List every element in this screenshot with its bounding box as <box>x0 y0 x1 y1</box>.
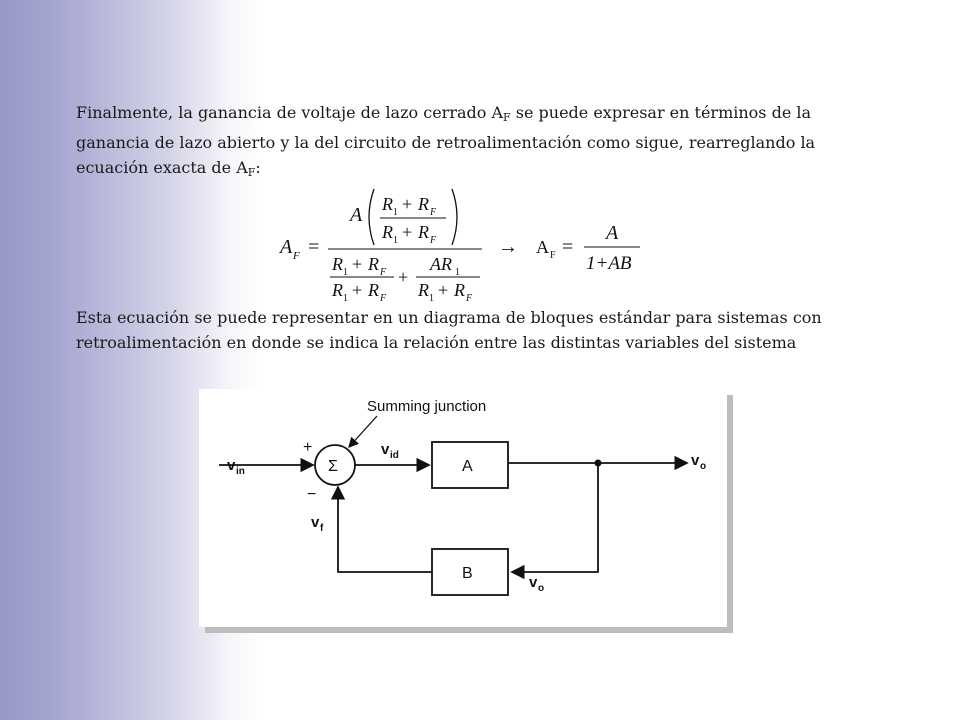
eq-den-r1-sub: 1 <box>393 235 398 246</box>
eq-lhs-a: A <box>280 236 293 258</box>
eq-d1-r1-sub: 1 <box>343 267 348 278</box>
eq-d2b-r1-sub: 1 <box>429 293 434 303</box>
plus-sign: + <box>303 439 313 456</box>
eq-d2-ar1-sub: 1 <box>455 267 460 278</box>
diagram-intro-paragraph: Esta ecuación se puede representar en un diagrama de bloques estándar para sistemas con retroalimentación en donde se indica la relación entre las distintas variables del sistema <box>76 308 822 352</box>
eq-right-paren <box>452 189 457 245</box>
summing-junction-label: Summing junction <box>367 398 487 415</box>
feedback-line-to-b <box>512 463 598 572</box>
eq-d1-r1: R <box>332 254 343 274</box>
vid-label: v <box>381 441 390 458</box>
eq-d2b-r1: R <box>418 280 429 300</box>
eq-d1b-r1: R <box>332 280 343 300</box>
eq-rhs-den: 1+AB <box>586 253 632 274</box>
eq-num-rf: R <box>418 194 429 214</box>
feedback-block-diagram <box>199 389 727 627</box>
vo-label: v <box>691 452 700 469</box>
block-b-label: B <box>462 565 473 582</box>
af-subscript-2: F <box>247 166 256 179</box>
eq-left-paren <box>369 189 374 245</box>
eq-num-a: A <box>350 204 363 226</box>
eq-equals-1: = <box>308 236 320 258</box>
eq-d2b-rf-sub: F <box>466 293 473 303</box>
eq-d2-ar1: AR <box>430 254 452 274</box>
intro-paragraph <box>76 100 856 185</box>
eq-den-plus: + <box>402 222 413 242</box>
vid-sub: id <box>390 450 399 461</box>
gain-equation <box>270 183 650 303</box>
eq-d1-rf: R <box>368 254 379 274</box>
sigma-symbol: Σ <box>328 458 338 475</box>
vo-sub: o <box>700 461 707 472</box>
block-a-label: A <box>462 458 473 475</box>
eq-rhs-num: A <box>606 222 619 244</box>
eq-arrow: → <box>498 236 518 258</box>
eq-d1b-plus: + <box>352 280 363 300</box>
eq-num-plus: + <box>402 194 413 214</box>
eq-num-r1-sub: 1 <box>393 207 398 218</box>
eq-den-r1: R <box>382 222 393 242</box>
eq-den-rf-sub: F <box>430 235 437 246</box>
eq-d2b-rf: R <box>454 280 465 300</box>
eq-den-rf: R <box>418 222 429 242</box>
eq-num-rf-sub: F <box>430 207 437 218</box>
eq-lhs-sub: F <box>293 250 300 262</box>
eq-d2b-plus: + <box>438 280 449 300</box>
eq-rhs-a: A <box>536 237 549 257</box>
feedback-line-to-sum <box>338 487 432 572</box>
eq-d1-plus: + <box>352 254 363 274</box>
vo-feedback-label: v <box>529 574 538 591</box>
intro-text-end: : <box>255 158 261 177</box>
eq-num-r1: R <box>382 194 393 214</box>
eq-d1b-rf: R <box>368 280 379 300</box>
summing-pointer-arrow <box>349 416 377 447</box>
minus-sign: − <box>307 486 317 503</box>
intro-text-1: Finalmente, la ganancia de voltaje de lazo cerrado A <box>76 103 504 122</box>
vf-sub: f <box>320 523 324 534</box>
eq-d1b-r1-sub: 1 <box>343 293 348 303</box>
vo-feedback-sub: o <box>538 583 545 594</box>
eq-den-mid-plus: + <box>398 267 409 287</box>
intro-text-2: se puede expresar en términos de la ganancia de lazo abierto y la del circuito de retroalimentación como sigue, rearreglando la ecuación exacta de A <box>76 103 816 177</box>
eq-d1-rf-sub: F <box>380 267 387 278</box>
vin-sub: in <box>236 466 245 477</box>
af-subscript-1: F <box>503 111 511 124</box>
eq-rhs-sub: F <box>550 250 556 261</box>
eq-d1b-rf-sub: F <box>380 293 387 303</box>
eq-equals-2: = <box>562 236 574 258</box>
vf-label: v <box>311 514 320 531</box>
vin-label: v <box>227 457 236 474</box>
block-diagram-figure <box>199 389 727 627</box>
